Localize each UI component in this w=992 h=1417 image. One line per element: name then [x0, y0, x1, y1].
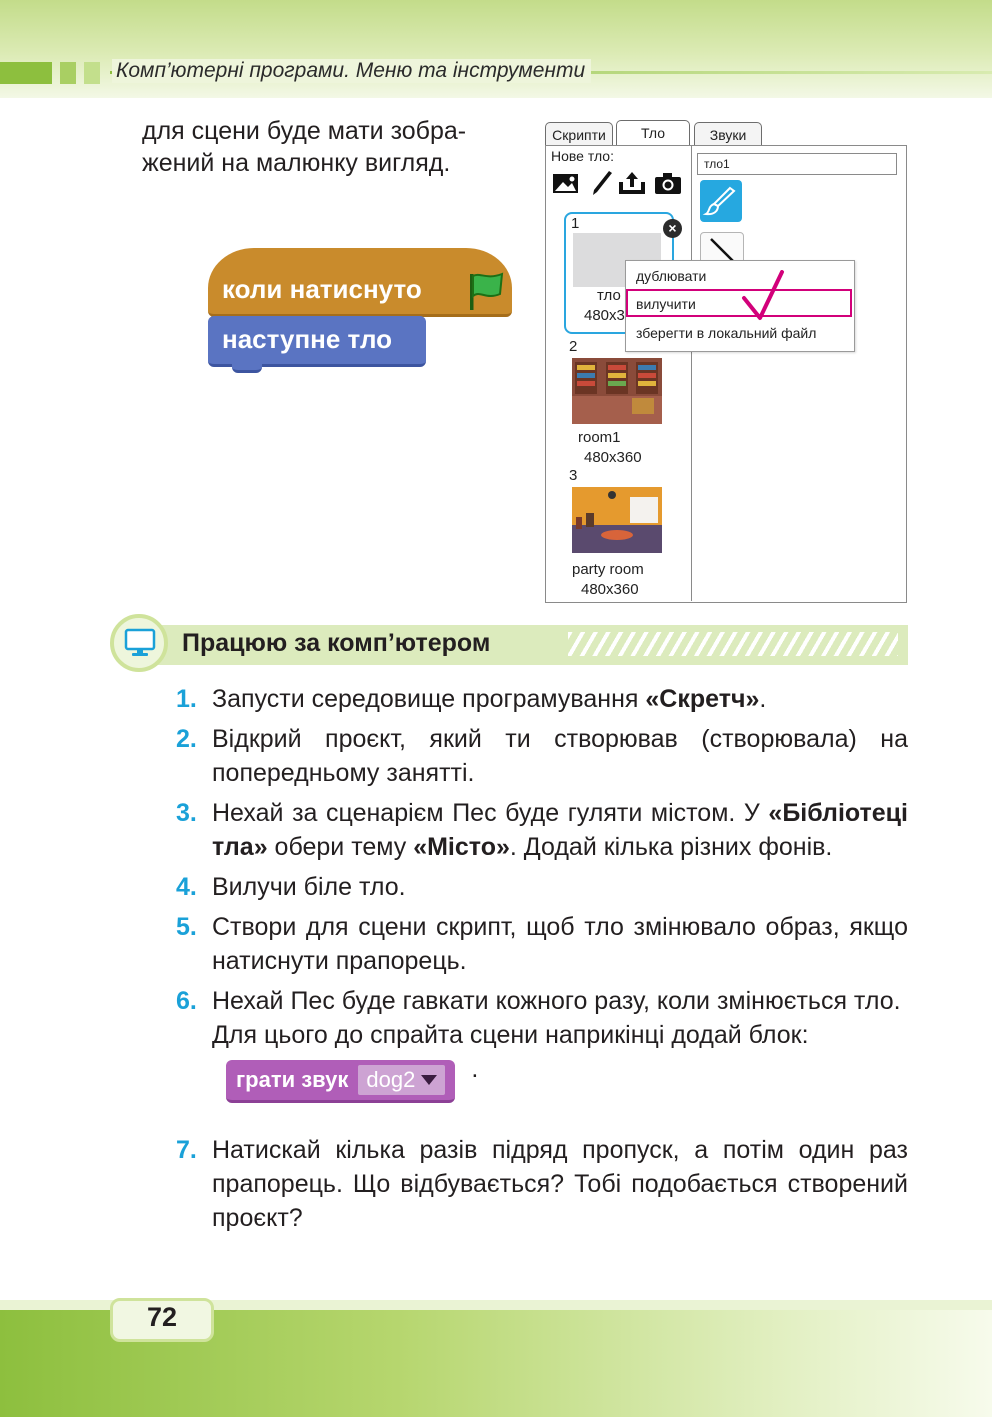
bold-term: «Місто»	[413, 833, 510, 861]
play-sound-block	[226, 1060, 455, 1103]
close-icon[interactable]: ×	[663, 219, 682, 238]
list-item	[176, 796, 908, 864]
section-title: Працюю за комп’ютером	[182, 629, 491, 657]
scratch-backdrop-panel	[545, 120, 907, 602]
steps-list	[176, 682, 908, 1241]
step-text-run: . Додай кілька різних фонів.	[509, 833, 833, 861]
step-text	[212, 682, 908, 716]
page-number: 72	[146, 1302, 178, 1332]
list-item	[176, 870, 908, 904]
brush-icon	[700, 180, 742, 222]
step-text-run: Нехай за сценарієм Пес буде гуляти містом. У	[212, 799, 769, 827]
intro-line: жений на малюнку вигляд.	[142, 149, 451, 177]
step-text	[212, 796, 908, 864]
decorative-stripes	[568, 632, 898, 656]
step-text-run: Запусти середовище програмування	[212, 685, 646, 713]
step-number: 2.	[176, 725, 197, 753]
room1-thumbnail[interactable]	[572, 358, 662, 424]
sound-dropdown-value: dog2	[366, 1067, 416, 1092]
step-text-run: обери тему	[267, 833, 414, 861]
backdrop-name: party room	[572, 561, 644, 578]
step-text-run: Натискай кілька разів підряд пропуск, а потім один раз прапорець. Що відбувається? Тобі подобається створений проєкт?	[212, 1136, 908, 1232]
paintbrush-tool-button[interactable]	[700, 180, 742, 222]
step-text	[212, 870, 908, 904]
step-text-run: Вилучи біле тло.	[212, 873, 406, 901]
step-number: 4.	[176, 873, 197, 901]
backdrop-name-field[interactable]: тло1	[697, 153, 897, 175]
step-6-text: Нехай Пес буде гавкати кожного разу, коли змінюється тло. Для цього до спрайта сцени наприкінці додай блок:	[212, 987, 901, 1049]
step-number: 7.	[176, 1136, 197, 1164]
step-number: 6.	[176, 987, 197, 1015]
dropdown-arrow-icon	[421, 1075, 437, 1085]
tab-scripts[interactable]: Скрипти	[545, 122, 613, 147]
backdrop-size: 480x360	[584, 449, 642, 466]
look-block-label: наступне тло	[222, 324, 393, 354]
step-text	[212, 910, 908, 978]
checkmark-icon	[740, 270, 786, 322]
step-text-run: .	[759, 685, 767, 713]
backdrop-number: 2	[569, 338, 578, 355]
step-text-run: Створи для сцени скрипт, щоб тло змінювало образ, якщо натиснути прапорець.	[212, 913, 908, 975]
tab-backdrops[interactable]: Тло	[616, 120, 690, 147]
green-flag-icon	[466, 270, 506, 312]
list-item	[176, 984, 908, 1103]
backdrop-size: 480x3	[584, 307, 625, 324]
step-number: 5.	[176, 913, 197, 941]
chapter-title: Комп’ютерні програми. Меню та інструменти	[112, 59, 591, 83]
backdrop-size: 480x360	[581, 581, 639, 598]
backdrop-number: 3	[569, 467, 578, 484]
menu-item-delete[interactable]: вилучити	[636, 296, 696, 312]
menu-item-save-local[interactable]: зберегти в локальний файл	[636, 325, 817, 341]
step-6-period: .	[471, 1055, 479, 1083]
backdrop-name: тло	[597, 287, 621, 304]
tab-sounds[interactable]: Звуки	[694, 122, 762, 147]
sound-dropdown[interactable]	[358, 1065, 445, 1095]
paintbrush-icon[interactable]	[587, 170, 617, 196]
camera-icon[interactable]	[653, 170, 683, 196]
hat-block-label: коли натиснуто	[222, 274, 422, 304]
backdrop-number: 1	[571, 215, 580, 232]
computer-monitor-icon	[124, 628, 156, 658]
step-text	[212, 1133, 908, 1235]
upload-icon[interactable]	[617, 170, 647, 196]
block-notch	[232, 361, 262, 373]
image-library-icon[interactable]	[551, 170, 581, 196]
intro-text	[142, 115, 532, 179]
step-text	[212, 722, 908, 790]
list-item	[176, 1133, 908, 1235]
new-backdrop-label: Нове тло:	[551, 148, 614, 164]
list-item	[176, 910, 908, 978]
bold-term: «Бібліотеці тла»	[212, 799, 908, 861]
step-number: 3.	[176, 799, 197, 827]
menu-item-duplicate[interactable]: дублювати	[636, 268, 707, 284]
list-item	[176, 682, 908, 716]
step-number: 1.	[176, 685, 197, 713]
step-text	[212, 984, 908, 1103]
bold-term: «Скретч»	[645, 685, 760, 713]
party-room-thumbnail[interactable]	[572, 487, 662, 553]
sound-block-label: грати звук	[236, 1067, 349, 1092]
backdrop-name: room1	[578, 429, 621, 446]
list-item	[176, 722, 908, 790]
step-text-run: Відкрий проєкт, який ти створював (створювала) на попередньому занятті.	[212, 725, 908, 787]
intro-line: для сцени буде мати зобра-	[142, 117, 467, 145]
